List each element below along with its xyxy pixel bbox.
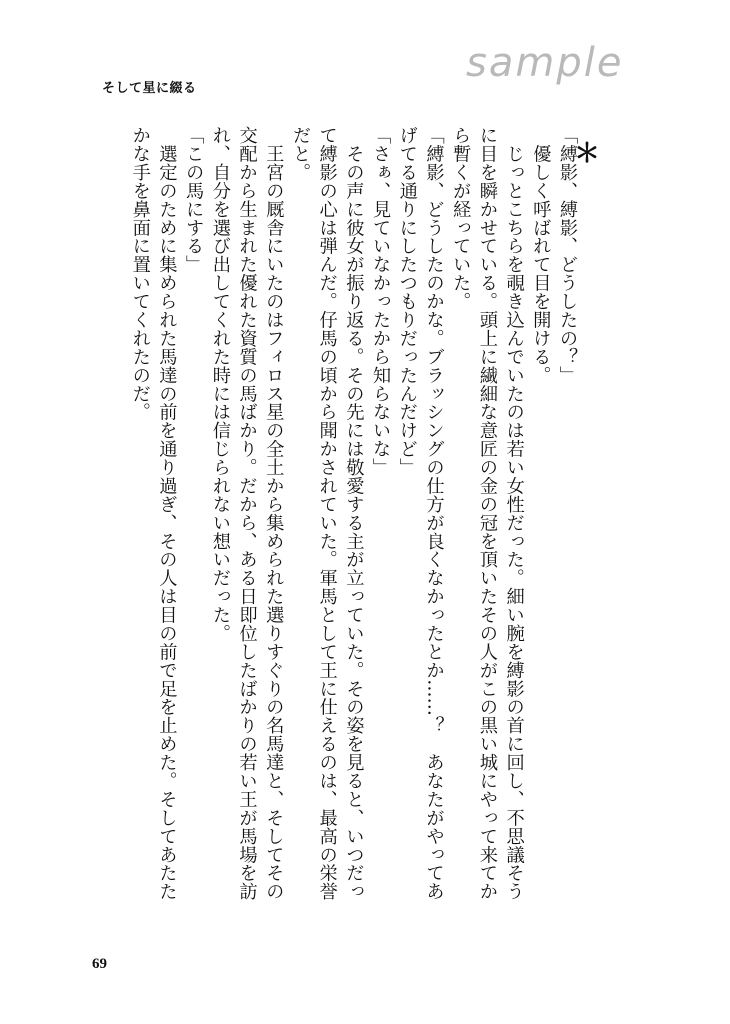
paragraph: 王宮の厩舎にいたのはフィロス星の全土から集められた選りすぐりの名馬達と、そしてその交配から生まれた優れた資質の馬ばかり。だから、ある日即位したばかりの若い王が馬場を訪れ、自分を選び出してくれた時には信じられない想いだった。 — [209, 126, 285, 901]
paragraph: 「この馬にする」 — [183, 126, 205, 274]
paragraph: 「縛影、どうしたのかな。ブラッシングの仕方が良くなかったとか……？ あなたがやってあげてる通りにしたつもりだったんだけど」 — [396, 126, 445, 901]
running-head: そして星に綴る — [102, 81, 197, 96]
sample-watermark: sample — [466, 40, 624, 86]
paragraph: 優しく呼ばれて目を開ける。 — [530, 126, 552, 385]
paragraph: 「さぁ、見ていなかったから知らないな」 — [370, 126, 392, 477]
paragraph: じっとこちらを覗き込んでいたのは若い女性だった。細い腕を縛影の首に回し、不思議そうに目を瞬かせている。頭上に繊細な意匠の金の冠を頂いたその人がこの黒い城にやって来てから暫くが経っていた。 — [450, 126, 525, 901]
page-number: 69 — [92, 956, 107, 972]
vertical-body-text — [126, 126, 580, 916]
paragraph: その声に彼女が振り返る。その先には敬愛する主が立っていた。その姿を見ると、いつだって縛影の心は弾んだ。仔馬の頃から聞かされていた。軍馬として王に仕えるのは、最高の栄誉だと。 — [289, 126, 365, 901]
paragraph: 選定のために集められた馬達の前を通り過ぎ、その人は目の前で足を止めた。そしてあたたかな手を鼻面に置いてくれたのだ。 — [129, 126, 178, 901]
paragraph: 「縛影、縛影、どうしたの？」 — [557, 126, 578, 385]
scene-break-mark: ＊ — [574, 139, 601, 169]
